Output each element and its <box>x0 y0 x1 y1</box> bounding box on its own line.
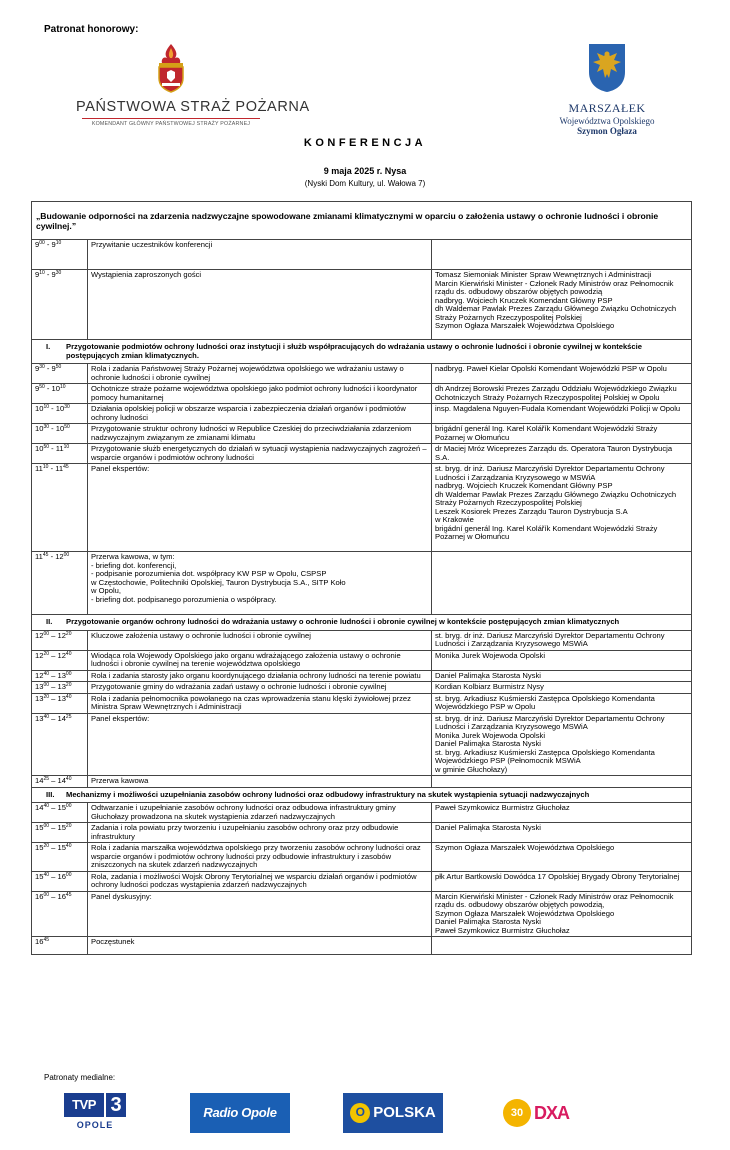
time-s2: 20 <box>65 630 72 637</box>
time-t1: 10 <box>35 444 44 454</box>
psp-logo <box>76 42 310 128</box>
time-sep: – <box>49 823 58 833</box>
tvp-city: OPOLE <box>76 1120 114 1130</box>
agenda-time <box>32 424 88 444</box>
agenda-topic: Działania opolskiej policji w obszarze wsparcia i zabezpieczenia działań organów i podmiotów ochrony ludności <box>88 404 432 424</box>
agenda-row <box>32 364 692 384</box>
time-t2: 13 <box>57 670 66 680</box>
agenda-speaker: Tomasz Siemoniak Minister Spraw Wewnętrznych i Administracji Marcin Kierwiński Minister - Członek Rady Ministrów oraz Pełnomocnik rządu ds. odbudowy obszarów objętych powodzią nadbryg. Wojciech Kruczek Komendant Główny PSP dh Waldemar Pawlak Prezes Zarządu Głównego Związku Ochotniczych Straży Pożarnych Rzeczypospolitej Polskiej Szymon Ogłaza Marszałek Województwa Opolskiego <box>432 270 692 340</box>
time-t2: 13 <box>57 682 66 692</box>
time-s2: 10 <box>60 384 66 391</box>
time-t2: 9 <box>51 270 56 280</box>
agenda-row <box>32 464 692 552</box>
agenda-row <box>32 630 692 650</box>
time-t2: 14 <box>57 776 66 786</box>
agenda-speaker: Daniel Palimąka Starosta Nyski <box>432 823 692 843</box>
agenda-row <box>32 891 692 937</box>
agenda-time <box>32 552 88 615</box>
section-row <box>32 340 692 364</box>
agenda-row <box>32 424 692 444</box>
agenda-topic: Rola, zadania i możliwości Wojsk Obrony Terytorialnej we wsparciu działań organów i podmiotów ochrony ludności podczas wystąpienia zdarzeń nadzwyczajnych <box>88 871 432 891</box>
dxa-name: DXA <box>534 1102 570 1123</box>
agenda-row <box>32 444 692 464</box>
agenda-topic: Panel ekspertów: <box>88 464 432 552</box>
agenda-row <box>32 937 692 955</box>
agenda-speaker: dr Maciej Mróz Wiceprezes Zarządu ds. Operatora Tauron Dystrybucja S.A. <box>432 444 692 464</box>
time-s1: 45 <box>42 552 49 559</box>
agenda-speaker <box>432 240 692 270</box>
agenda-topic: Przygotowanie gminy do wdrażania zadań ustawy o ochronie ludności i obronie cywilnej <box>88 682 432 694</box>
time-s1: 45 <box>43 937 50 944</box>
agenda-speaker: st. bryg. dr inż. Dariusz Marczyński Dyrektor Departamentu Ochrony Ludności i Zarządzania Kryzysowego MSWiA <box>432 630 692 650</box>
agenda-time <box>32 823 88 843</box>
opole-coat-of-arms-icon <box>587 42 627 94</box>
time-t1: 9 <box>35 240 40 250</box>
time-s1: 00 <box>39 240 45 247</box>
tvp-number: 3 <box>106 1093 126 1117</box>
time-t1: 9 <box>35 364 40 374</box>
time-s2: 40 <box>65 693 72 700</box>
agenda-topic: Kluczowe założenia ustawy o ochronie ludności i obronie cywilnej <box>88 630 432 650</box>
time-s2: 30 <box>64 404 70 411</box>
time-t2: 16 <box>57 891 66 901</box>
time-sep: - <box>48 552 56 562</box>
agenda-speaker: st. bryg. dr inż. Dariusz Marczyński Dyrektor Departamentu Ochrony Ludności i Zarządzania Kryzysowego MSWiA Monika Jurek Wojewoda Opolski Daniel Palimąka Starosta Nyski st. bryg. Arkadiusz Kuśmierski Zastępca Opolskiego Komendanta Wojewódzkiego PSP (Pełnomocnik MSWiA w gminie Głuchołazy) <box>432 713 692 776</box>
agenda-topic: Rola i zadania Państwowej Straży Pożarnej województwa opolskiego we wdrażaniu ustawy o ochronie ludności i obronie cywilnej <box>88 364 432 384</box>
time-sep: – <box>49 843 58 853</box>
dxa-anniversary-badge: 30 <box>503 1099 531 1127</box>
time-s2: 45 <box>63 464 69 471</box>
dxa-logo <box>503 1093 593 1133</box>
section-number: III. <box>46 789 55 799</box>
time-s1: 40 <box>43 871 50 878</box>
time-s1: 00 <box>43 630 50 637</box>
time-s1: 50 <box>43 444 50 451</box>
time-t2: 14 <box>57 713 66 723</box>
opolska-mark: O <box>350 1103 370 1123</box>
agenda-speaker <box>432 552 692 615</box>
time-sep: – <box>49 776 58 786</box>
time-t1: 14 <box>35 803 44 813</box>
agenda-time <box>32 803 88 823</box>
agenda-topic: Panel ekspertów: <box>88 713 432 776</box>
tvp3-opole-logo <box>60 1093 130 1133</box>
time-t2: 16 <box>57 871 66 881</box>
time-t1: 14 <box>35 776 44 786</box>
time-s1: 25 <box>43 776 50 783</box>
agenda-topic: Wystąpienia zaproszonych gości <box>88 270 432 340</box>
time-s1: 20 <box>43 693 50 700</box>
agenda-time <box>32 670 88 682</box>
time-sep: - <box>44 270 52 280</box>
time-t2: 12 <box>55 552 64 562</box>
time-sep: – <box>49 630 58 640</box>
time-sep: - <box>49 424 56 434</box>
agenda-row <box>32 650 692 670</box>
time-t1: 15 <box>35 843 44 853</box>
time-s1: 40 <box>43 670 50 677</box>
agenda-time <box>32 270 88 340</box>
time-s2: 40 <box>65 843 72 850</box>
section-row <box>32 615 692 631</box>
media-patronage-label: Patronaty medialne: <box>44 1073 116 1082</box>
agenda-time <box>32 693 88 713</box>
time-t1: 15 <box>35 823 44 833</box>
time-s1: 40 <box>43 713 50 720</box>
time-s2: 10 <box>55 240 62 247</box>
agenda-time <box>32 404 88 424</box>
marshal-title: MARSZAŁEK <box>568 101 646 115</box>
time-t1: 11 <box>35 464 43 474</box>
time-s2: 10 <box>63 444 70 451</box>
psp-name: PAŃSTWOWA STRAŻ POŻARNA <box>76 99 310 115</box>
time-t1: 12 <box>35 630 44 640</box>
agenda-speaker: nadbryg. Paweł Kielar Opolski Komendant Wojewódzki PSP w Opolu <box>432 364 692 384</box>
conference-place: (Nyski Dom Kultury, ul. Wałowa 7) <box>304 179 426 188</box>
agenda-time <box>32 364 88 384</box>
time-s1: 50 <box>39 384 45 391</box>
time-t2: 12 <box>57 650 66 660</box>
opolska-logo <box>343 1093 443 1133</box>
agenda-topic: Poczęstunek <box>88 937 432 955</box>
agenda-speaker: st. bryg. Arkadiusz Kuśmierski Zastępca Opolskiego Komendanta Wojewódzkiego PSP w Opolu <box>432 693 692 713</box>
program-title: „Budowanie odporności na zdarzenia nadzwyczajne spowodowane zmianami klimatycznymi w oparciu o założenia ustawy o ochronie ludności i obronie cywilnej.” <box>32 202 692 240</box>
time-sep: – <box>49 693 58 703</box>
time-sep: - <box>49 404 56 414</box>
time-t2: 11 <box>55 444 64 454</box>
agenda-time <box>32 937 88 955</box>
time-t1: 16 <box>35 891 44 901</box>
agenda-speaker: Paweł Szymkowicz Burmistrz Głuchołaz <box>432 803 692 823</box>
agenda-row <box>32 693 692 713</box>
psp-subtitle: KOMENDANT GŁÓWNY PAŃSTWOWEJ STRAŻY POŻARNEJ <box>91 121 251 128</box>
time-s1: 20 <box>43 843 50 850</box>
agenda-row <box>32 713 692 776</box>
time-t2: 11 <box>55 464 64 474</box>
opolska-text: POLSKA <box>373 1103 436 1121</box>
agenda-speaker: Monika Jurek Wojewoda Opolski <box>432 650 692 670</box>
agenda-time <box>32 650 88 670</box>
agenda-speaker <box>432 776 692 788</box>
time-s1: 10 <box>39 270 45 277</box>
time-sep: - <box>44 240 52 250</box>
time-s2: 45 <box>65 891 72 898</box>
agenda-time <box>32 776 88 788</box>
agenda-topic: Panel dyskusyjny: <box>88 891 432 937</box>
agenda-row <box>32 803 692 823</box>
agenda-speaker: st. bryg. dr inż. Dariusz Marczyński Dyrektor Departamentu Ochrony Ludności i Zarządzania Kryzysowego w MSWiA nadbryg. Wojciech Kruczek Komendant Główny PSP dh Waldemar Pawlak Prezes Zarządu Głównego Związku Ochotniczych Straży Pożarnych Rzeczypospolitej Polskiej Leszek Kosiorek Prezes Zarządu Tauron Dystrybucja S.A w Krakowie brigádní generál Ing. Karel Kolářík Komendant Wojewódzki Straży Pożarnej w Ołomuńcu <box>432 464 692 552</box>
marshal-subtitle: Województwa Opolskiego <box>559 115 655 126</box>
section-title: Przygotowanie podmiotów ochrony ludności oraz instytucji i służb współpracujących do wdrażania ustawy o ochronie ludności i obronie cywilnej w kontekście postępujących zmian klimatycznych. <box>66 342 642 360</box>
agenda-topic: Rola i zadania pełnomocnika powołanego na czas wprowadzenia stanu klęski żywiołowej przez Ministra Spraw Wewnętrznych i Administracji <box>88 693 432 713</box>
time-sep: – <box>49 871 58 881</box>
agenda-row <box>32 843 692 872</box>
agenda-row <box>32 682 692 694</box>
time-t2: 10 <box>55 424 65 434</box>
time-t2: 15 <box>57 823 66 833</box>
time-s2: 00 <box>63 552 70 559</box>
agenda-time <box>32 240 88 270</box>
time-s1: 00 <box>43 823 50 830</box>
time-s2: 20 <box>65 682 72 689</box>
agenda-topic: Przerwa kawowa, w tym: - briefing dot. konferencji, - podpisanie porozumienia dot. współpracy KW PSP w Opolu, CSPSP w Częstochowie, Politechniki Opolskiej, Tauron Dystrybucja S.A., SITP Koło w Opolu, - briefing dot. podpisanego porozumienia o współpracy. <box>88 552 432 615</box>
agenda-topic: Przywitanie uczestników konferencji <box>88 240 432 270</box>
time-t1: 16 <box>35 937 44 947</box>
time-t1: 12 <box>35 670 44 680</box>
agenda-row <box>32 270 692 340</box>
time-s2: 40 <box>65 650 72 657</box>
time-s1: 10 <box>42 464 49 471</box>
agenda-topic: Przygotowanie struktur ochrony ludności w Republice Czeskiej do przeciwdziałania zdarzeniom nadzwyczajnym związanym ze zmianami klimatu <box>88 424 432 444</box>
agenda-speaker: dh Andrzej Borowski Prezes Zarządu Oddziału Wojewódzkiego Związku Ochotniczych Straży Pożarnych Rzeczypospolitej Polskiej w Opolu <box>432 384 692 404</box>
time-t2: 15 <box>57 803 66 813</box>
time-t2: 13 <box>57 693 66 703</box>
section-row <box>32 787 692 803</box>
agenda-speaker: Daniel Palimąka Starosta Nyski <box>432 670 692 682</box>
time-t2: 9 <box>51 364 56 374</box>
time-s2: 30 <box>55 270 62 277</box>
time-s2: 00 <box>65 871 72 878</box>
agenda-time <box>32 713 88 776</box>
agenda-topic: Rola i zadania marszałka województwa opolskiego przy tworzeniu zasobów ochrony ludności oraz wsparcie organów i podmiotów ochrony ludności przy odbudowie infrastruktury i zasobów zniszczonych na skutek zdarzeń nadzwyczajnych <box>88 843 432 872</box>
time-t1: 10 <box>35 424 44 434</box>
psp-divider <box>82 118 260 119</box>
agenda-row <box>32 552 692 615</box>
agenda-time <box>32 871 88 891</box>
time-t1: 9 <box>35 384 40 394</box>
marshal-logo <box>552 42 662 136</box>
section-title: Przygotowanie organów ochrony ludności do wdrażania ustawy o ochronie ludności i obronie cywilnej w kontekście postępujących zmian klimatycznych <box>66 617 620 627</box>
agenda-time <box>32 384 88 404</box>
agenda-topic: Przerwa kawowa <box>88 776 432 788</box>
agenda-topic: Wiodąca rola Wojewody Opolskiego jako organu wdrażającego założenia ustawy o ochronie ludności i obronie cywilnej na terenie województwa opolskiego <box>88 650 432 670</box>
radio-opole-logo: Radio Opole <box>190 1093 290 1133</box>
agenda-speaker: brigádní generál Ing. Karel Kolářík Komendant Wojewódzki Straży Pożarnej w Ołomuńcu <box>432 424 692 444</box>
time-s2: 20 <box>65 823 72 830</box>
marshal-name: Szymon Ogłaza <box>577 125 637 136</box>
time-sep: – <box>49 803 58 813</box>
agenda-speaker: płk Artur Bartkowski Dowódca 17 Opolskiej Brygady Obrony Terytorialnej <box>432 871 692 891</box>
time-s1: 00 <box>43 682 50 689</box>
time-sep: - <box>49 444 56 454</box>
agenda-time <box>32 444 88 464</box>
time-sep: - <box>44 384 52 394</box>
time-t2: 12 <box>57 630 66 640</box>
agenda-row <box>32 776 692 788</box>
time-sep: – <box>49 891 58 901</box>
agenda-speaker: Szymon Ogłaza Marszałek Województwa Opolskiego <box>432 843 692 872</box>
psp-emblem-icon <box>148 42 194 94</box>
agenda-speaker: insp. Magdalena Nguyen-Fudala Komendant Wojewódzki Policji w Opolu <box>432 404 692 424</box>
time-t1: 12 <box>35 650 44 660</box>
time-t1: 10 <box>35 404 44 414</box>
agenda-topic: Odtwarzanie i uzupełnianie zasobów ochrony ludności oraz odbudowa infrastruktury gminy Głuchołazy prowadzona na skutek wystąpienia zdarzeń nadzwyczajnych <box>88 803 432 823</box>
time-s1: 00 <box>43 891 50 898</box>
time-t2: 10 <box>51 384 60 394</box>
time-t2: 10 <box>55 404 65 414</box>
conference-title: KONFERENCJA <box>303 137 427 149</box>
time-t1: 11 <box>35 552 43 562</box>
program-title-row <box>32 202 692 240</box>
time-s1: 30 <box>39 364 45 371</box>
agenda-row <box>32 670 692 682</box>
section-number: II. <box>46 617 53 627</box>
time-sep: – <box>49 713 58 723</box>
time-s2: 40 <box>65 776 72 783</box>
section-title: Mechanizmy i możliwości uzupełniania zasobów ochrony ludności oraz odbudowy infrastruktury na skutek wystąpienia sytuacji nadzwyczajnych <box>66 789 590 799</box>
time-s1: 30 <box>43 424 50 431</box>
agenda-speaker <box>432 937 692 955</box>
agenda-time <box>32 682 88 694</box>
time-t1: 13 <box>35 693 44 703</box>
program-table <box>31 201 692 955</box>
time-t1: 9 <box>35 270 40 280</box>
time-s2: 50 <box>55 364 62 371</box>
section-heading <box>32 615 692 631</box>
time-s2: 50 <box>64 424 70 431</box>
agenda-topic: Zadania i rola powiatu przy tworzeniu i uzupełnianiu zasobów ochrony oraz przy odbudowie infrastruktury <box>88 823 432 843</box>
time-s2: 00 <box>65 670 72 677</box>
time-s1: 20 <box>43 650 50 657</box>
time-t1: 13 <box>35 713 44 723</box>
time-sep: - <box>48 464 56 474</box>
agenda-time <box>32 630 88 650</box>
section-heading <box>32 787 692 803</box>
time-t2: 9 <box>51 240 56 250</box>
conference-date: 9 maja 2025 r. Nysa <box>323 166 407 176</box>
agenda-row <box>32 871 692 891</box>
tvp-brand: TVP <box>64 1093 104 1117</box>
time-t2: 15 <box>57 843 66 853</box>
agenda-row <box>32 823 692 843</box>
time-s2: 00 <box>65 803 72 810</box>
agenda-topic: Przygotowanie służb energetycznych do działań w sytuacji wystąpienia nadzwyczajnych zagrożeń – wsparcie organów i podmiotów ochrony ludności <box>88 444 432 464</box>
agenda-row <box>32 240 692 270</box>
section-heading <box>32 340 692 364</box>
agenda-time <box>32 843 88 872</box>
time-sep: – <box>49 682 58 692</box>
agenda-speaker: Marcin Kierwiński Minister - Członek Rady Ministrów oraz Pełnomocnik rządu ds. odbudowy obszarów objętych powodzią, Szymon Ogłaza Marszałek Województwa Opolskiego Daniel Palimąka Starosta Nyski Paweł Szymkowicz Burmistrz Głuchołaz <box>432 891 692 937</box>
agenda-time <box>32 464 88 552</box>
time-t1: 15 <box>35 871 44 881</box>
time-s1: 40 <box>43 803 50 810</box>
time-s2: 25 <box>65 713 72 720</box>
honorary-patronage-label: Patronat honorowy: <box>44 24 139 35</box>
agenda-time <box>32 891 88 937</box>
time-sep: – <box>49 650 58 660</box>
agenda-speaker: Kordian Kolbiarz Burmistrz Nysy <box>432 682 692 694</box>
time-t1: 13 <box>35 682 44 692</box>
agenda-row <box>32 404 692 424</box>
time-sep: - <box>44 364 52 374</box>
section-number: I. <box>46 342 51 352</box>
time-sep: – <box>49 670 58 680</box>
agenda-topic: Rola i zadania starosty jako organu koordynującego działania ochrony ludności na terenie powiatu <box>88 670 432 682</box>
agenda-row <box>32 384 692 404</box>
time-s1: 10 <box>43 404 50 411</box>
agenda-topic: Ochotnicze straże pożarne województwa opolskiego jako podmiot ochrony ludności i koordynator pomocy humanitarnej <box>88 384 432 404</box>
